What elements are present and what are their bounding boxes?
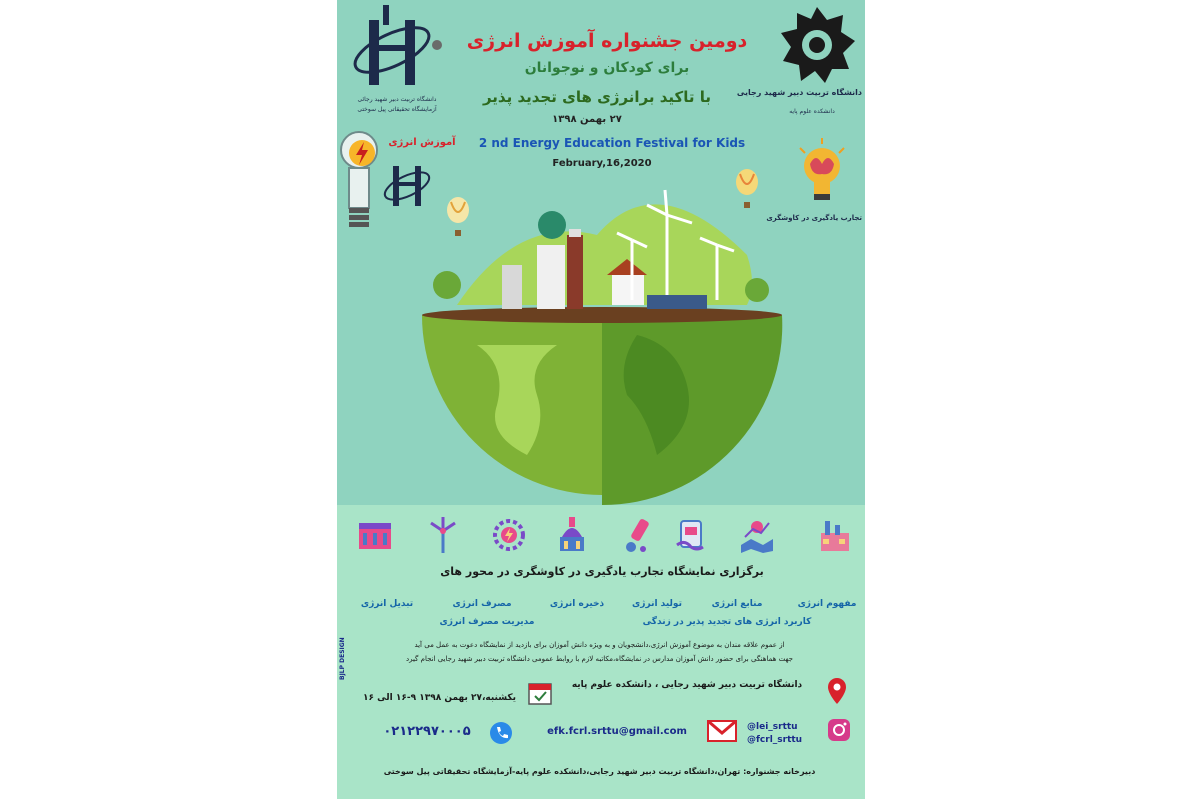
email-address[interactable]: efk.fcrl.srttu@gmail.com <box>547 726 687 737</box>
bulb-caption: تجارب یادگیری در کاوشگری <box>766 214 862 222</box>
secretariat-address: دبیرخانه جشنواره: تهران،دانشگاه تربیت دبیر شهید رجایی،دانشکده علوم پایه-آزمایشگاه تحقیقاتی پیل سوختی <box>383 767 816 776</box>
instagram-icon <box>827 718 851 742</box>
phone-icon <box>489 721 513 745</box>
date-persian: ۲۷ بهمن ۱۳۹۸ <box>552 114 622 125</box>
invitation-paragraph-1: از عموم علاقه مندان به موضوع آموزش انرژی،دانشجویان و به ویژه دانش آموزان برای بازدید از نمایشگاه دعوت به عمل می آید <box>414 641 785 649</box>
title-english: 2 nd Energy Education Festival for Kids <box>478 136 746 150</box>
poster-title: دومین جشنواره آموزش انرژی <box>466 30 748 52</box>
brain-bulb-icon <box>792 138 852 213</box>
energy-education-label: آموزش انرژی <box>388 137 456 148</box>
topic-item: ذخیره انرژی <box>549 599 605 609</box>
earth-illustration <box>417 185 787 505</box>
wind-turbine-icon <box>423 515 463 555</box>
left-logo-caption-2: آزمایشگاه تحقیقاتی پیل سوختی <box>357 106 437 113</box>
reactor-icon <box>552 515 592 555</box>
hand-device-icon <box>671 515 711 555</box>
factory-icon <box>815 515 855 555</box>
phone-number[interactable]: ۰۲۱۲۲۹۷۰۰۰۵ <box>383 724 471 739</box>
atom-gear-icon <box>489 515 529 555</box>
location-pin-icon <box>827 678 847 704</box>
invitation-paragraph-2: جهت هماهنگی برای حضور دانش آموزان مدارس در نمایشگاه،مکاتبه لازم با روابط عمومی دانشگاه تربیت دبیر شهید رجایی انجام گیرد <box>405 655 794 663</box>
location-text: دانشگاه تربیت دبیر شهید رجایی ، دانشکده علوم پایه <box>571 680 803 690</box>
topic-item: منابع انرژی <box>711 599 763 609</box>
poster-subtitle: برای کودکان و نوجوانان <box>524 60 690 76</box>
schedule-text: یکشنبه،۲۷ بهمن ۱۳۹۸ ۹-۱۶ الی ۱۶ <box>363 693 516 703</box>
dam-icon <box>355 515 395 555</box>
instagram-handle-2[interactable]: @fcrl_srttu <box>747 735 803 745</box>
lightning-icon <box>347 138 377 168</box>
topic-item: تبدیل انرژی <box>360 599 414 609</box>
email-icon <box>707 720 737 742</box>
left-logo-caption-1: دانشگاه تربیت دبیر شهید رجائی <box>357 96 437 103</box>
instagram-handle-1[interactable]: @lei_srttu <box>747 722 798 732</box>
map-chart-icon <box>737 515 777 555</box>
right-logo-caption-1: دانشگاه تربیت دبیر شهید رجایی <box>736 88 862 97</box>
poster-lower-panel <box>337 505 865 799</box>
topic-item: تولید انرژی <box>632 599 682 609</box>
pipette-icon <box>617 515 657 555</box>
festival-poster <box>337 0 865 799</box>
axes-title: برگزاری نمایشگاه تجارب یادگیری در کاوشگری در محور های <box>440 565 764 578</box>
poster-tagline: با تاکید برانرژی های تجدید پذیر <box>482 88 712 106</box>
date-english: February,16,2020 <box>552 158 652 169</box>
topic-item: کاربرد انرژی های تجدید پذیر در زندگی <box>642 617 812 627</box>
topic-item: مفهوم انرژی <box>797 599 857 609</box>
design-credit: BJLP DESIGN <box>339 637 346 680</box>
calendar-icon <box>527 680 553 706</box>
topic-item: مدیریت مصرف انرژی <box>439 617 535 627</box>
right-logo-caption-2: دانشکده علوم پایه <box>789 108 835 115</box>
topic-item: مصرف انرژی <box>452 599 512 609</box>
